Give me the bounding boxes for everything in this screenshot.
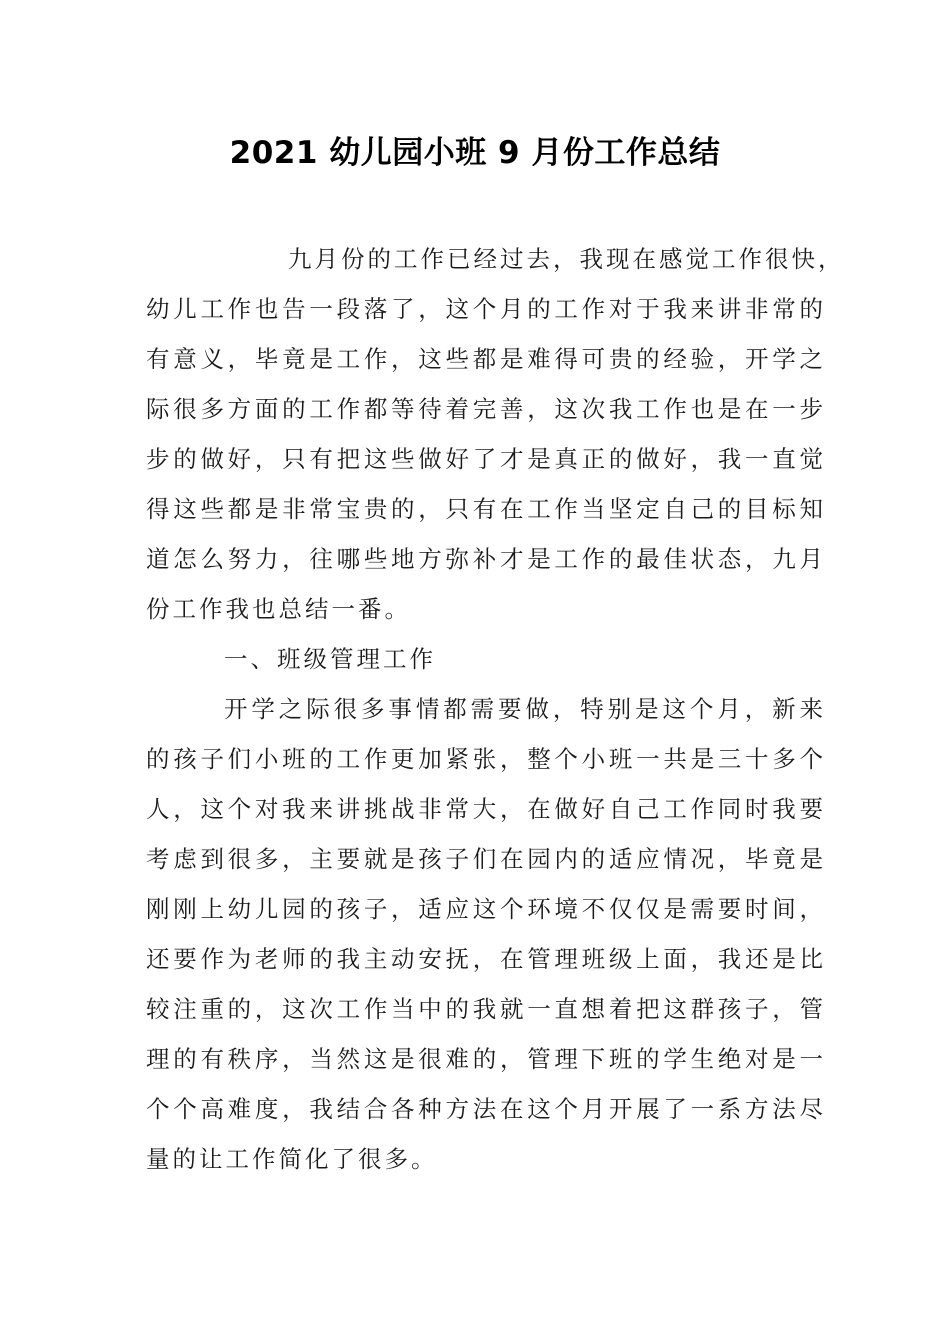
text-line: 还要作为老师的我主动安抚，在管理班级上面，我还是比 <box>146 945 826 973</box>
text-line: 刚刚上幼儿园的孩子，适应这个环境不仅仅是需要时间， <box>146 895 826 923</box>
text-line: 得这些都是非常宝贵的，只有在工作当坚定自己的目标知 <box>146 495 826 523</box>
text-line: 九月份的工作已经过去，我现在感觉工作很快， <box>288 245 845 273</box>
text-line: 量的让工作简化了很多。 <box>146 1145 438 1173</box>
text-line: 有意义，毕竟是工作，这些都是难得可贵的经验，开学之 <box>146 345 826 373</box>
text-line: 考虑到很多，主要就是孩子们在园内的适应情况，毕竟是 <box>146 845 826 873</box>
text-line: 幼儿工作也告一段落了，这个月的工作对于我来讲非常的 <box>146 295 826 323</box>
document-body <box>146 234 845 1184</box>
section-heading: 一、班级管理工作 <box>224 645 436 673</box>
paragraph-class-management <box>146 684 826 1184</box>
text-line: 人，这个对我来讲挑战非常大，在做好自己工作同时我要 <box>146 795 826 823</box>
text-line: 较注重的，这次工作当中的我就一直想着把这群孩子，管 <box>146 995 826 1023</box>
text-line: 份工作我也总结一番。 <box>146 595 411 623</box>
paragraph-intro <box>146 234 845 634</box>
text-line: 步的做好，只有把这些做好了才是真正的做好，我一直觉 <box>146 445 826 473</box>
text-line: 理的有秩序，当然这是很难的，管理下班的学生绝对是一 <box>146 1045 826 1073</box>
text-line: 的孩子们小班的工作更加紧张，整个小班一共是三十多个 <box>146 745 826 773</box>
text-line: 个个高难度，我结合各种方法在这个月开展了一系方法尽 <box>146 1095 826 1123</box>
section-heading-class-management <box>146 634 826 684</box>
text-line: 道怎么努力，往哪些地方弥补才是工作的最佳状态，九月 <box>146 545 826 573</box>
text-line: 际很多方面的工作都等待着完善，这次我工作也是在一步 <box>146 395 826 423</box>
text-line: 开学之际很多事情都需要做，特别是这个月，新来 <box>224 695 826 723</box>
document-title: 2021 幼儿园小班 9 月份工作总结 <box>229 135 721 171</box>
